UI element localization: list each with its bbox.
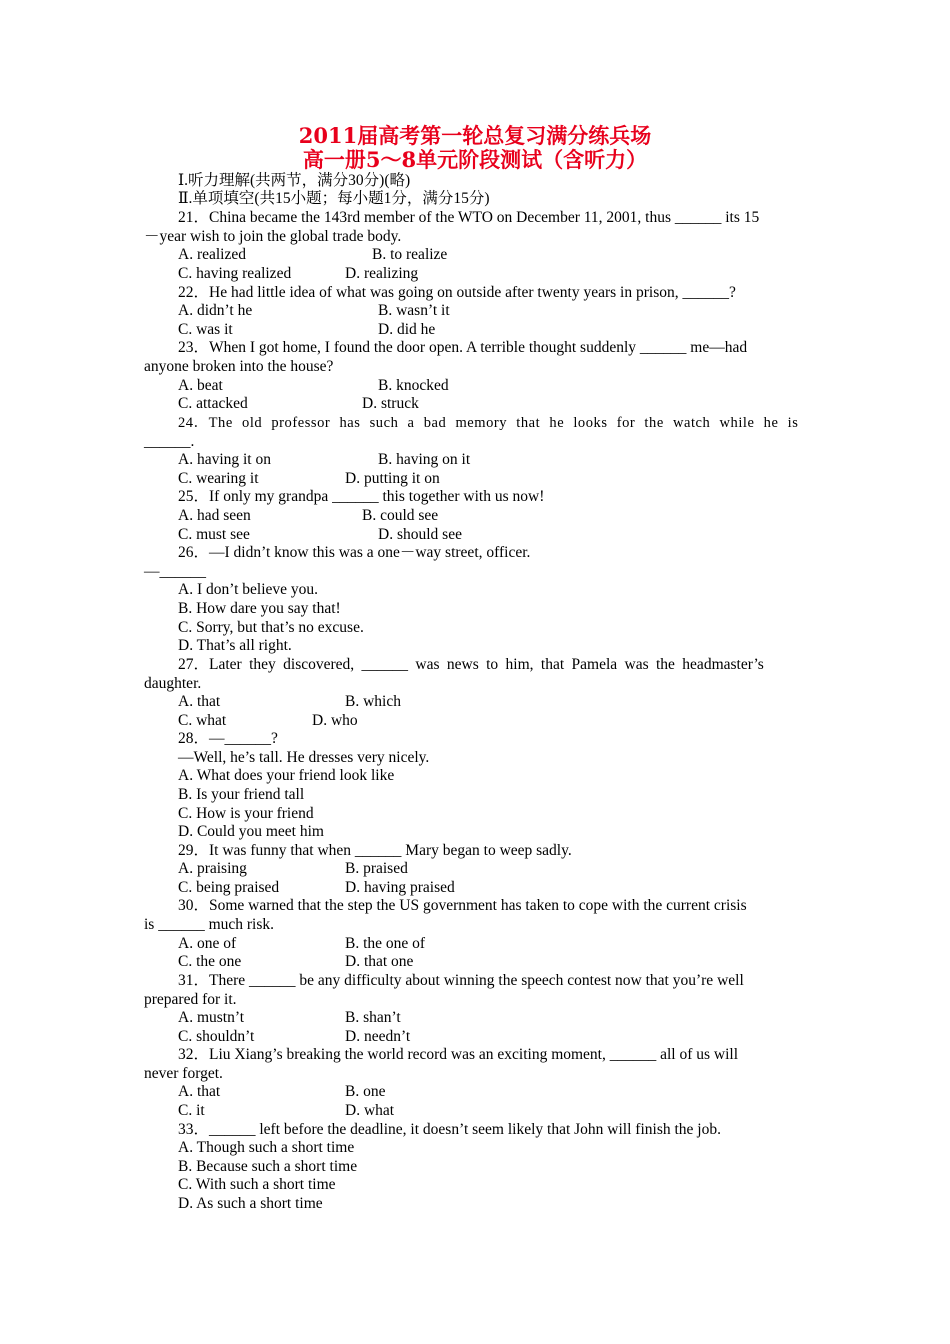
question-22-option-c: C. was it <box>178 321 233 338</box>
question-25-option-a: A. had seen <box>178 507 251 524</box>
page-title: 2011届高考第一轮总复习满分练兵场 <box>298 123 652 148</box>
question-27-option-a: A. that <box>178 693 221 710</box>
question-26-option-b: B. How dare you say that! <box>178 600 341 617</box>
question-29-option-b: B. praised <box>345 860 408 877</box>
question-31-option-a: A. mustn’t <box>178 1009 245 1026</box>
question-30-text: 30．Some warned that the step the US government has taken to cope with the current crisis <box>178 897 747 914</box>
question-27-text-cont: daughter. <box>144 675 202 692</box>
question-28-option-b: B. Is your friend tall <box>178 786 305 803</box>
question-21-text-cont: －year wish to join the global trade body. <box>144 228 402 245</box>
question-24-option-c: C. wearing it <box>178 470 259 487</box>
question-28-text-cont: —Well, he’s tall. He dresses very nicely. <box>178 749 430 766</box>
question-28-option-c: C. How is your friend <box>178 805 314 822</box>
question-29-option-c: C. being praised <box>178 879 280 896</box>
question-23-text-cont: anyone broken into the house? <box>144 358 334 375</box>
question-26-text: 26．—I didn’t know this was a one－way street, officer. <box>178 544 531 561</box>
question-22-option-b: B. wasn’t it <box>378 302 450 319</box>
question-24-text-cont: ______. <box>144 433 195 450</box>
question-25-text: 25．If only my grandpa ______ this together with us now! <box>178 488 545 505</box>
question-33-option-a: A. Though such a short time <box>178 1139 355 1156</box>
question-32-text-cont: never forget. <box>144 1065 223 1082</box>
question-22-option-a: A. didn’t he <box>178 302 253 319</box>
question-22-text: 22．He had little idea of what was going on outside after twenty years in prison, ______? <box>178 284 736 301</box>
question-28-text: 28．—______? <box>178 730 278 747</box>
question-22-option-d: D. did he <box>378 321 436 338</box>
question-32-option-c: C. it <box>178 1102 205 1119</box>
section-single-choice: Ⅱ.单项填空(共15小题；每小题1分，满分15分) <box>178 190 490 207</box>
question-30-option-c: C. the one <box>178 953 242 970</box>
question-25-option-d: D. should see <box>378 526 462 543</box>
question-21-text: 21．China became the 143rd member of the WTO on December 11, 2001, thus ______ its 15 <box>178 209 760 226</box>
question-23-option-d: D. struck <box>362 395 419 412</box>
question-32-option-b: B. one <box>345 1083 386 1100</box>
question-27-text: 27．Later they discovered, ______ was news to him, that Pamela was the headmaster’s <box>178 656 764 673</box>
question-23-option-c: C. attacked <box>178 395 248 412</box>
question-28-option-a: A. What does your friend look like <box>178 767 395 784</box>
question-30-option-a: A. one of <box>178 935 237 952</box>
question-32-option-a: A. that <box>178 1083 221 1100</box>
question-23-option-b: B. knocked <box>378 377 449 394</box>
question-21-option-d: D. realizing <box>345 265 419 282</box>
question-26-option-c: C. Sorry, but that’s no excuse. <box>178 619 364 636</box>
question-27-option-c: C. what <box>178 712 227 729</box>
question-24-option-d: D. putting it on <box>345 470 440 487</box>
question-29-text: 29．It was funny that when ______ Mary began to weep sadly. <box>178 842 572 859</box>
question-21-option-b: B. to realize <box>372 246 448 263</box>
question-27-option-b: B. which <box>345 693 401 710</box>
question-33-text: 33．______ left before the deadline, it doesn’t seem likely that John will finish the job. <box>178 1121 721 1138</box>
question-21-option-c: C. having realized <box>178 265 292 282</box>
question-31-text: 31．There ______ be any difficulty about winning the speech contest now that you’re well <box>178 972 744 989</box>
question-30-text-cont: is ______ much risk. <box>144 916 275 933</box>
question-32-option-d: D. what <box>345 1102 395 1119</box>
question-28-option-d: D. Could you meet him <box>178 823 324 840</box>
page-subtitle: 高一册5～8单元阶段测试（含听力） <box>302 147 648 172</box>
question-31-text-cont: prepared for it. <box>144 991 237 1008</box>
question-30-option-d: D. that one <box>345 953 414 970</box>
question-23-option-a: A. beat <box>178 377 223 394</box>
section-listening: Ⅰ.听力理解(共两节，满分30分)(略) <box>178 172 411 189</box>
question-32-text: 32．Liu Xiang’s breaking the world record was an exciting moment, ______ all of us will <box>178 1046 739 1063</box>
question-21-option-a: A. realized <box>178 246 246 263</box>
question-31-option-d: D. needn’t <box>345 1028 411 1045</box>
question-30-option-b: B. the one of <box>345 935 426 952</box>
question-27-option-d: D. who <box>312 712 358 729</box>
question-31-option-b: B. shan’t <box>345 1009 401 1026</box>
question-26-text-cont: —______ <box>144 563 206 580</box>
question-25-option-c: C. must see <box>178 526 250 543</box>
question-29-option-a: A. praising <box>178 860 247 877</box>
question-24-text: 24．The old professor has such a bad memory that he looks for the watch while he is <box>178 415 799 431</box>
question-26-option-d: D. That’s all right. <box>178 637 292 654</box>
question-26-option-a: A. I don’t believe you. <box>178 581 319 598</box>
question-24-option-a: A. having it on <box>178 451 271 468</box>
question-33-option-b: B. Because such a short time <box>178 1158 358 1175</box>
question-25-option-b: B. could see <box>362 507 439 524</box>
question-33-option-d: D. As such a short time <box>178 1195 323 1212</box>
question-23-text: 23．When I got home, I found the door open. A terrible thought suddenly ______ me—had <box>178 339 748 356</box>
question-31-option-c: C. shouldn’t <box>178 1028 255 1045</box>
question-33-option-c: C. With such a short time <box>178 1176 336 1193</box>
question-24-option-b: B. having on it <box>378 451 471 468</box>
question-29-option-d: D. having praised <box>345 879 455 896</box>
